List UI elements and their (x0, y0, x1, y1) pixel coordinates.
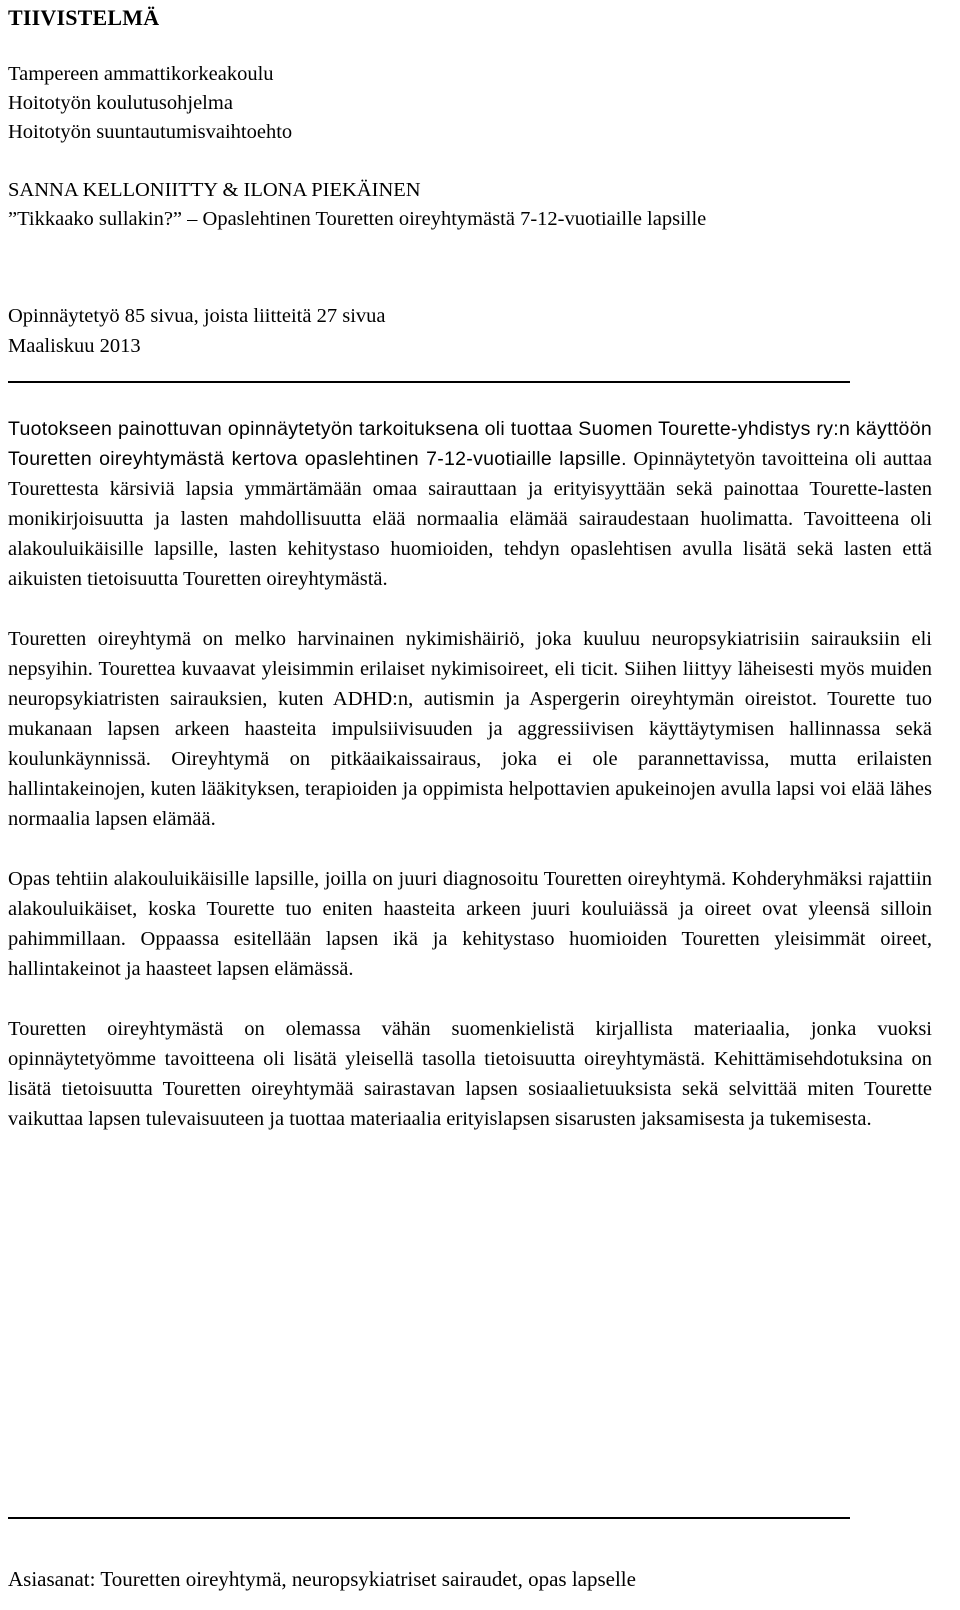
abstract-paragraph-4: Touretten oireyhtymästä on olemassa vähän suomenkielistä kirjallista materiaalia, jonka vuoksi opinnäytetyömme tavoitteena oli lisätä yleisellä tasolla tietoisuutta oireyhtymästä. Kehittämisehdotuksina on lisätä tietoisuutta Touretten oireyhtymää sairastavan lapsen sosiaalietuuksista sekä selvittää miten Tourette vaikuttaa lapsen tulevaisuuteen ja tuottaa materiaalia erityislapsen sisarusten jaksamisesta ja tukemisesta. (8, 1018, 932, 1130)
document-header (8, 60, 706, 234)
abstract-paragraph-3: Opas tehtiin alakouluikäisille lapsille, joilla on juuri diagnosoitu Touretten oireyhtymä. Kohderyhmäksi rajattiin alakouluikäiset, koska Tourette tuo eniten haasteita arkeen juuri kouluiässä ja oireet ovat yleensä silloin pahimmillaan. Oppaassa esitellään lapsen ikä ja kehitystaso huomioiden Touretten yleisimmät oireet, hallintakeinot ja haasteet lapsen elämässä. (8, 868, 932, 980)
abstract-body (8, 414, 932, 1164)
abstract-paragraph-1-sans: Tuotokseen painottuvan opinnäytetyön tarkoituksena oli tuottaa Suomen Tourette-yhdistys ry:n käyttöön Touretten oireyhtymästä kertova opaslehtinen 7-12-vuotiaille lapsille. (8, 418, 932, 470)
abstract-paragraph-1-serif: Opinnäytetyön tavoitteina oli auttaa Tourettesta kärsiviä lapsia ymmärtämään omaa sairauttaan ja erityisyyttään sekä painottaa Tourette-lasten monikirjoisuutta ja lasten mahdollisuutta elää normaalia elämää sairaudestaan huolimatta. Tavoitteena oli alakouluikäisille lapsille, lasten kehitystaso huomioiden, tehdyn opaslehtisen avulla lisätä sekä lasten että aikuisten tietoisuutta Touretten oireyhtymästä. (8, 448, 932, 590)
thesis-title: ”Tikkaako sullakin?” – Opaslehtinen Touretten oireyhtymästä 7-12-vuotiaille lapsille (8, 208, 707, 230)
authors: SANNA KELLONIITTY & ILONA PIEKÄINEN (8, 179, 421, 201)
abstract-heading: TIIVISTELMÄ (8, 5, 160, 30)
thesis-meta (8, 301, 386, 361)
specialisation: Hoitotyön suuntautumisvaihtoehto (8, 121, 293, 143)
abstract-paragraph-1 (8, 414, 932, 594)
degree-programme: Hoitotyön koulutusohjelma (8, 92, 233, 114)
keywords: Asiasanat: Touretten oireyhtymä, neuropsykiatriset sairaudet, opas lapselle (8, 1567, 636, 1591)
top-divider (8, 381, 850, 383)
header-spacer (8, 147, 706, 176)
university-name: Tampereen ammattikorkeakoulu (8, 63, 274, 85)
publication-date: Maaliskuu 2013 (8, 335, 141, 357)
bottom-divider (8, 1517, 850, 1519)
page-count: Opinnäytetyö 85 sivua, joista liitteitä 27 sivua (8, 305, 386, 327)
document-page (8, 0, 938, 1610)
abstract-paragraph-2: Touretten oireyhtymä on melko harvinainen nykimishäiriö, joka kuuluu neuropsykiatrisiin sairauksiin eli nepsyihin. Tourettea kuvaavat yleisimmin erilaiset nykimisoireet, eli ticit. Siihen liittyy läheisesti myös muiden neuropsykiatristen sairauksien, kuten ADHD:n, autismin ja Aspergerin oireyhtymän oireistot. Tourette tuo mukanaan lapsen arkeen haasteita impulsiivisuuden ja aggressiivisen käyttäytymisen hallinnassa sekä koulunkäynnissä. Oireyhtymä on pitkäaikaissairaus, joka ei ole parannettavissa, mutta erilaisten hallintakeinojen, kuten lääkityksen, terapioiden ja oppimista helpottavien apukeinojen avulla lapsi voi elää lähes normaalia lapsen elämää. (8, 628, 932, 830)
